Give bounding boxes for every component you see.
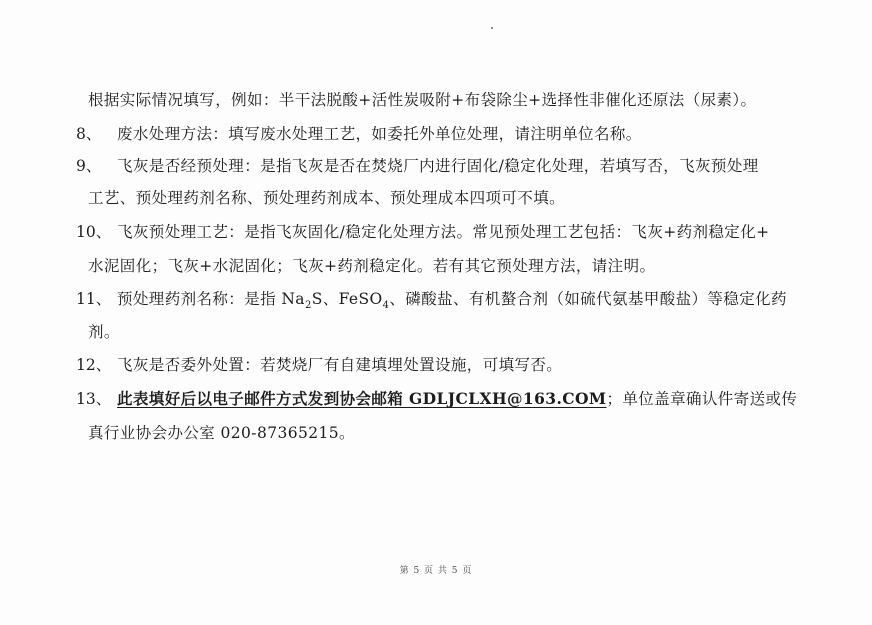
item-7-continuation: 根据实际情况填写，例如：半干法脱酸+活性炭吸附+布袋除尘+选择性非催化还原法（尿素）。 <box>88 91 757 109</box>
item-13-text-line2: 真行业协会办公室 020-87365215。 <box>88 424 355 442</box>
item-9-text-line1: 飞灰是否经预处理：是指飞灰是否在焚烧厂内进行固化/稳定化处理，若填写否，飞灰预处理 <box>117 157 759 175</box>
item-13-email-instruction: 此表填好后以电子邮件方式发到协会邮箱 GDLJCLXH@163.COM <box>117 389 607 408</box>
scan-speck <box>491 27 493 29</box>
item-12-text: 飞灰是否委外处置：若焚烧厂有自建填埋处置设施，可填写否。 <box>117 356 563 374</box>
item-13-text-line1 <box>117 389 797 409</box>
item-12-number: 12、 <box>76 356 112 374</box>
item-10-text-line1: 飞灰预处理工艺：是指飞灰固化/稳定化处理方法。常见预处理工艺包括：飞灰+药剂稳定化+ <box>117 223 770 241</box>
item-8-text: 废水处理方法：填写废水处理工艺，如委托外单位处理，请注明单位名称。 <box>117 125 642 143</box>
item-9-number: 9、 <box>76 157 102 175</box>
item-11-text-part-a: 预处理药剂名称：是指 Na <box>117 290 305 308</box>
item-11-text-part-c: 、磷酸盐、有机螯合剂（如硫代氨基甲酸盐）等稳定化药 <box>389 290 787 308</box>
item-10-text-line2: 水泥固化；飞灰+水泥固化；飞灰+药剂稳定化。若有其它预处理方法，请注明。 <box>88 257 656 275</box>
item-11-subscript-2: 2 <box>304 300 312 312</box>
item-11-text-line2: 剂。 <box>88 323 120 341</box>
item-8-number: 8、 <box>76 125 102 143</box>
item-13-number: 13、 <box>76 390 112 408</box>
item-11-number: 11、 <box>76 290 112 308</box>
item-11-text-line1 <box>117 289 787 316</box>
item-11-subscript-4: 4 <box>382 300 390 312</box>
item-11-text-part-b: S、FeSO <box>311 290 383 308</box>
item-10-number: 10、 <box>76 223 112 241</box>
item-13-text-rest: ；单位盖章确认件寄送或传 <box>606 390 798 408</box>
page-footer: 第 5 页 共 5 页 <box>399 566 473 576</box>
item-9-text-line2: 工艺、预处理药剂名称、预处理药剂成本、预处理成本四项可不填。 <box>88 189 566 207</box>
